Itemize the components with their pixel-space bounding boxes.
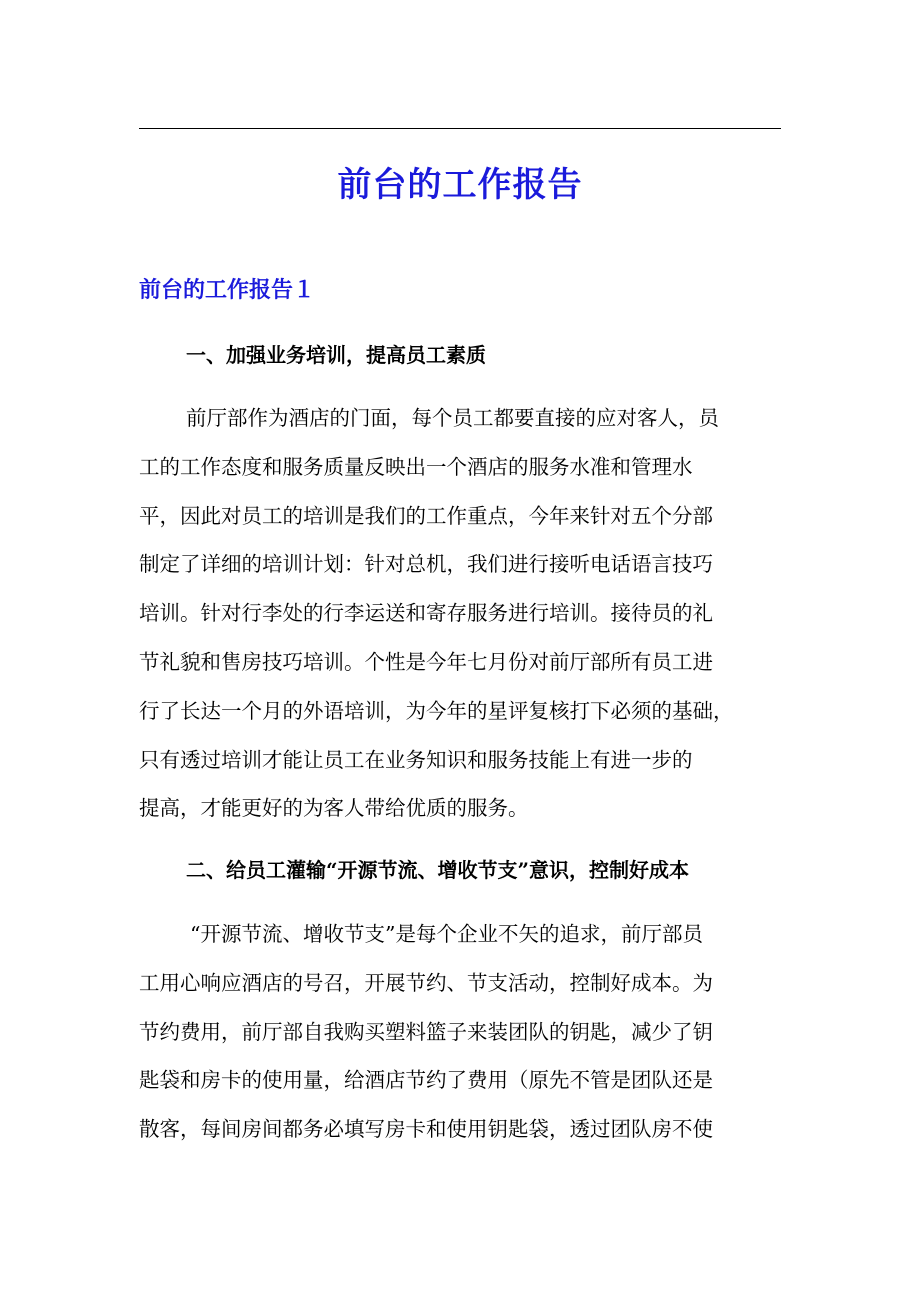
paragraph-line: 散客，每间房间都务必填写房卡和使用钥匙袋，透过团队房不使	[139, 1117, 713, 1142]
paragraph-line: 前厅部作为酒店的门面，每个员工都要直接的应对客人，员	[186, 406, 719, 430]
paragraph-line: 节约费用，前厅部自我购买塑料篮子来装团队的钥匙，减少了钥	[139, 1019, 713, 1044]
paragraph-line: 行了长达一个月的外语培训，为今年的星评复核打下必须的基础，	[139, 698, 734, 723]
heading-cost-control: 二、给员工灌输“开源节流、增收节支”意识，控制好成本	[186, 858, 690, 882]
paragraph-line: 培训。针对行李处的行李运送和寄存服务进行培训。接待员的礼	[139, 601, 713, 626]
top-divider	[139, 128, 781, 129]
paragraph-training	[139, 394, 781, 833]
paragraph-line: 制定了详细的培训计划：针对总机，我们进行接听电话语言技巧	[139, 552, 713, 577]
paragraph-cost-control	[139, 910, 781, 1154]
paragraph-line: 工的工作态度和服务质量反映出一个酒店的服务水准和管理水	[139, 454, 693, 479]
paragraph-line: 匙袋和房卡的使用量，给酒店节约了费用（原先不管是团队还是	[139, 1068, 713, 1093]
paragraph-line: “开源节流、增收节支”是每个企业不矢的追求，前厅部员	[190, 922, 703, 946]
heading-training: 一、加强业务培训，提高员工素质	[186, 343, 486, 367]
document-title: 前台的工作报告	[337, 165, 583, 205]
paragraph-line: 平，因此对员工的培训是我们的工作重点，今年来针对五个分部	[139, 503, 713, 528]
paragraph-line: 工用心响应酒店的号召，开展节约、节支活动，控制好成本。为	[139, 970, 713, 995]
paragraph-line: 节礼貌和售房技巧培训。个性是今年七月份对前厅部所有员工进	[139, 649, 713, 674]
section-title: 前台的工作报告１	[139, 277, 316, 303]
paragraph-line: 只有透过培训才能让员工在业务知识和服务技能上有进一步的	[139, 747, 693, 772]
paragraph-line: 提高，才能更好的为客人带给优质的服务。	[139, 796, 529, 821]
